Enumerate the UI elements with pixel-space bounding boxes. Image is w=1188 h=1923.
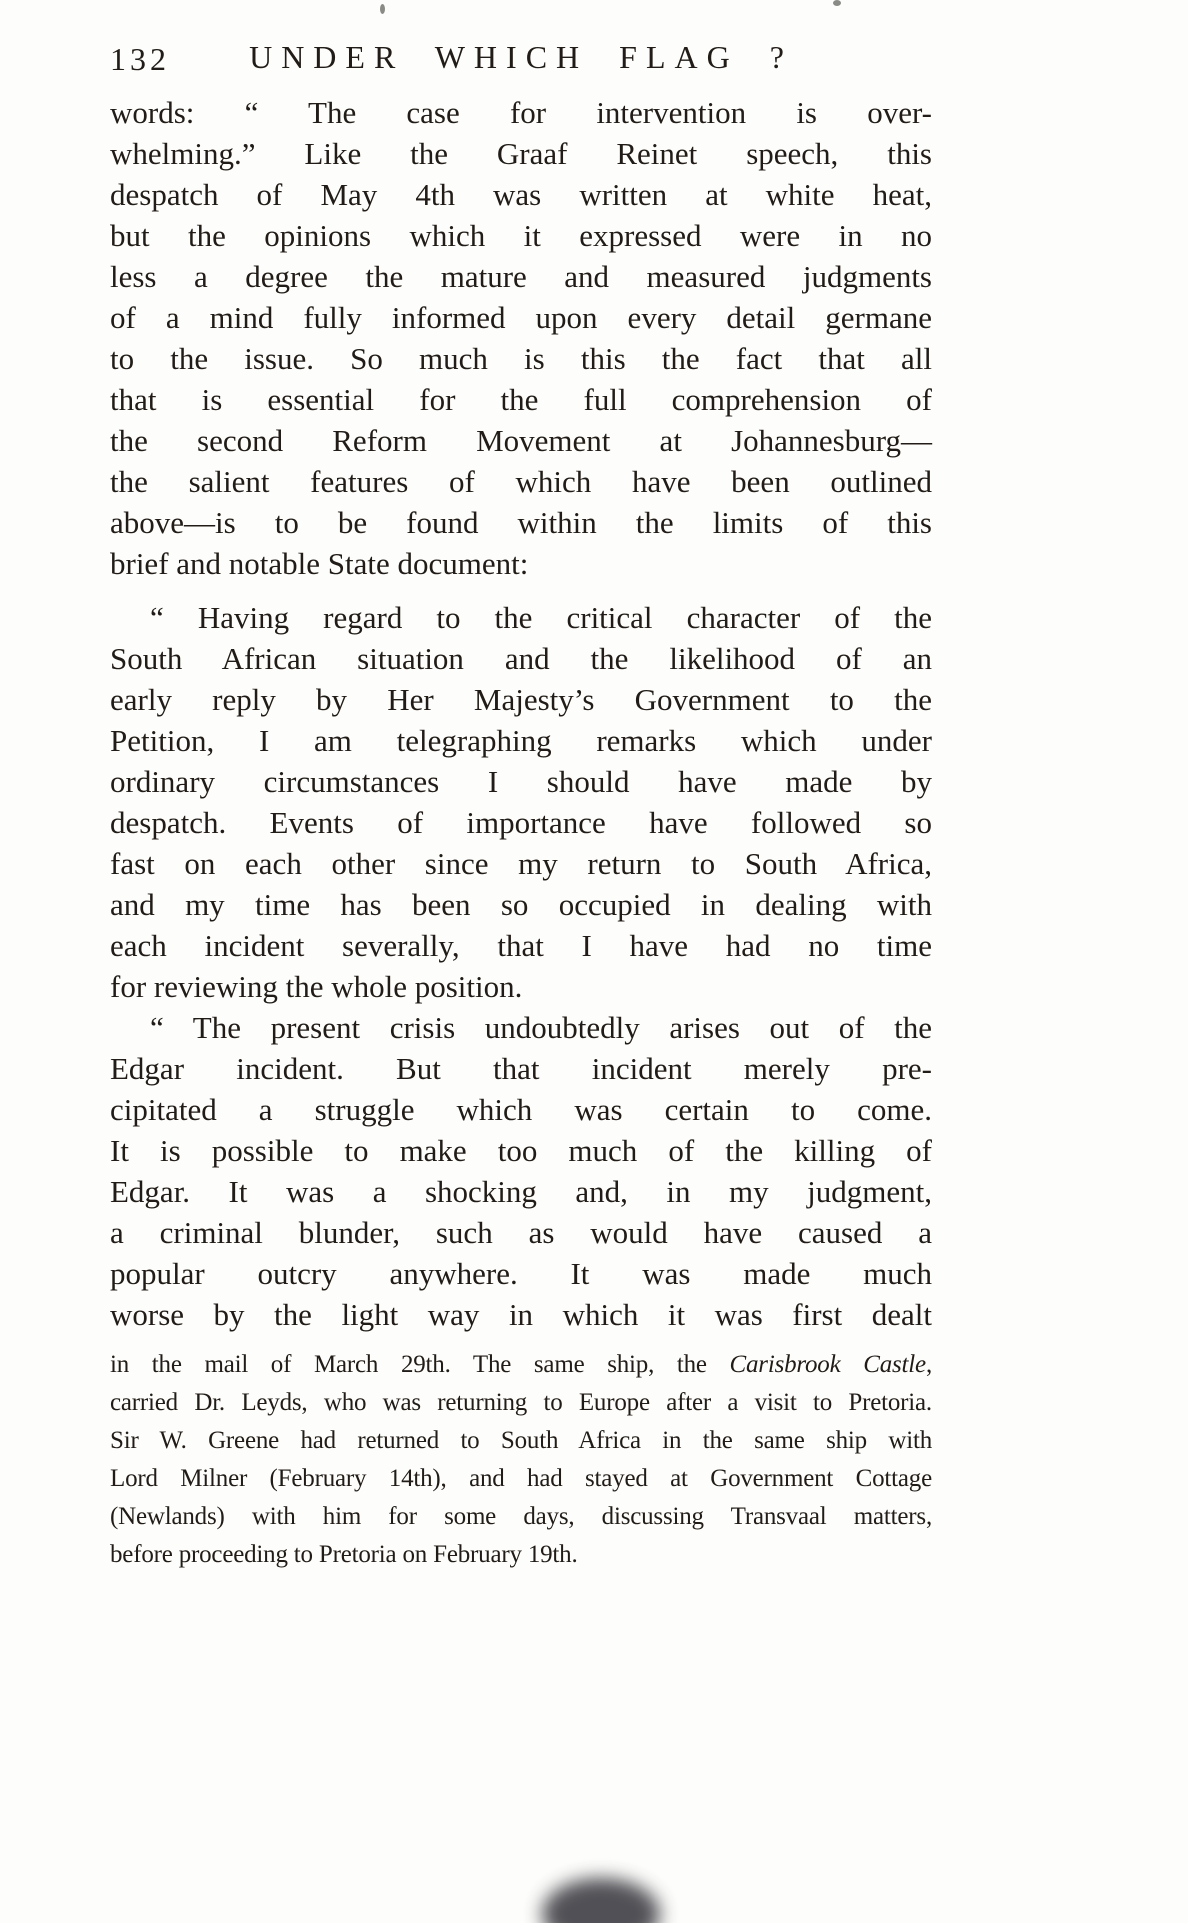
text-line: of a mind fully informed upon every detail germane [110, 300, 932, 335]
text-line: Edgar. It was a shocking and, in my judgment, [110, 1174, 932, 1209]
footnote-text: before proceeding to Pretoria on February 19th. [110, 1541, 578, 1568]
footnote-line [110, 1346, 932, 1384]
text-line: brief and notable State document: [110, 546, 529, 581]
text-line: popular outcry anywhere. It was made much [110, 1256, 932, 1291]
page-header [110, 34, 932, 86]
text-line: for reviewing the whole position. [110, 969, 523, 1004]
text-line: fast on each other since my return to South Africa, [110, 846, 932, 881]
paragraph [110, 597, 932, 1007]
text-line: despatch. Events of importance have followed so [110, 805, 932, 840]
footnote-line [110, 1536, 932, 1574]
text-line: Petition, I am telegraphing remarks which under [110, 723, 932, 758]
footnote-text: in the mail of March 29th. The same ship, the [110, 1351, 730, 1378]
running-title: UNDER WHICH FLAG ? [249, 39, 793, 75]
text-line: the second Reform Movement at Johannesburg— [110, 423, 932, 458]
text-line: ordinary circumstances I should have made by [110, 764, 932, 799]
text-line: worse by the light way in which it was first dealt [110, 1297, 932, 1332]
footnote-text: carried Dr. Leyds, who was returning to Europe after a visit to Pretoria. [110, 1389, 932, 1416]
text-line: cipitated a struggle which was certain to come. [110, 1092, 932, 1127]
text-line: above—is to be found within the limits of this [110, 505, 932, 540]
body-text [110, 92, 932, 1335]
text-line: It is possible to make too much of the killing of [110, 1133, 932, 1168]
text-line: but the opinions which it expressed were in no [110, 218, 932, 253]
footnote-text: , [925, 1351, 932, 1378]
text-line: words: “ The case for intervention is over- [110, 95, 932, 130]
text-line: less a degree the mature and measured judgments [110, 259, 932, 294]
footnote-line [110, 1384, 932, 1422]
paragraph [110, 1007, 932, 1335]
footnote-text: Sir W. Greene had returned to South Africa in the same ship with [110, 1427, 932, 1454]
text-line: whelming.” Like the Graaf Reinet speech, this [110, 136, 932, 171]
text-line: the salient features of which have been outlined [110, 464, 932, 499]
footnote-line [110, 1498, 932, 1536]
text-line: a criminal blunder, such as would have caused a [110, 1215, 932, 1250]
text-line: and my time has been so occupied in dealing with [110, 887, 932, 922]
paragraph [110, 92, 932, 584]
text-line: that is essential for the full comprehension of [110, 382, 932, 417]
page-number: 132 [110, 41, 170, 77]
scan-smudge [542, 1878, 660, 1923]
text-line: “ The present crisis undoubtedly arises out of the [150, 1010, 932, 1045]
text-line: early reply by Her Majesty’s Government to the [110, 682, 932, 717]
footnote-text: Lord Milner (February 14th), and had stayed at Government Cottage [110, 1465, 932, 1492]
text-line: Edgar incident. But that incident merely pre- [110, 1051, 932, 1086]
text-line: despatch of May 4th was written at white heat, [110, 177, 932, 212]
footnote-line [110, 1460, 932, 1498]
text-line: South African situation and the likelihood of an [110, 641, 932, 676]
ship-name-italic: Carisbrook Castle [729, 1351, 926, 1378]
scan-artifact [833, 0, 841, 6]
text-line: each incident severally, that I have had no time [110, 928, 932, 963]
text-line: “ Having regard to the critical character of the [150, 600, 932, 635]
footnote-line [110, 1422, 932, 1460]
text-line: to the issue. So much is this the fact that all [110, 341, 932, 376]
footnote-text: (Newlands) with him for some days, discussing Transvaal matters, [110, 1503, 932, 1530]
footnote [110, 1346, 932, 1574]
scan-artifact [380, 4, 385, 14]
